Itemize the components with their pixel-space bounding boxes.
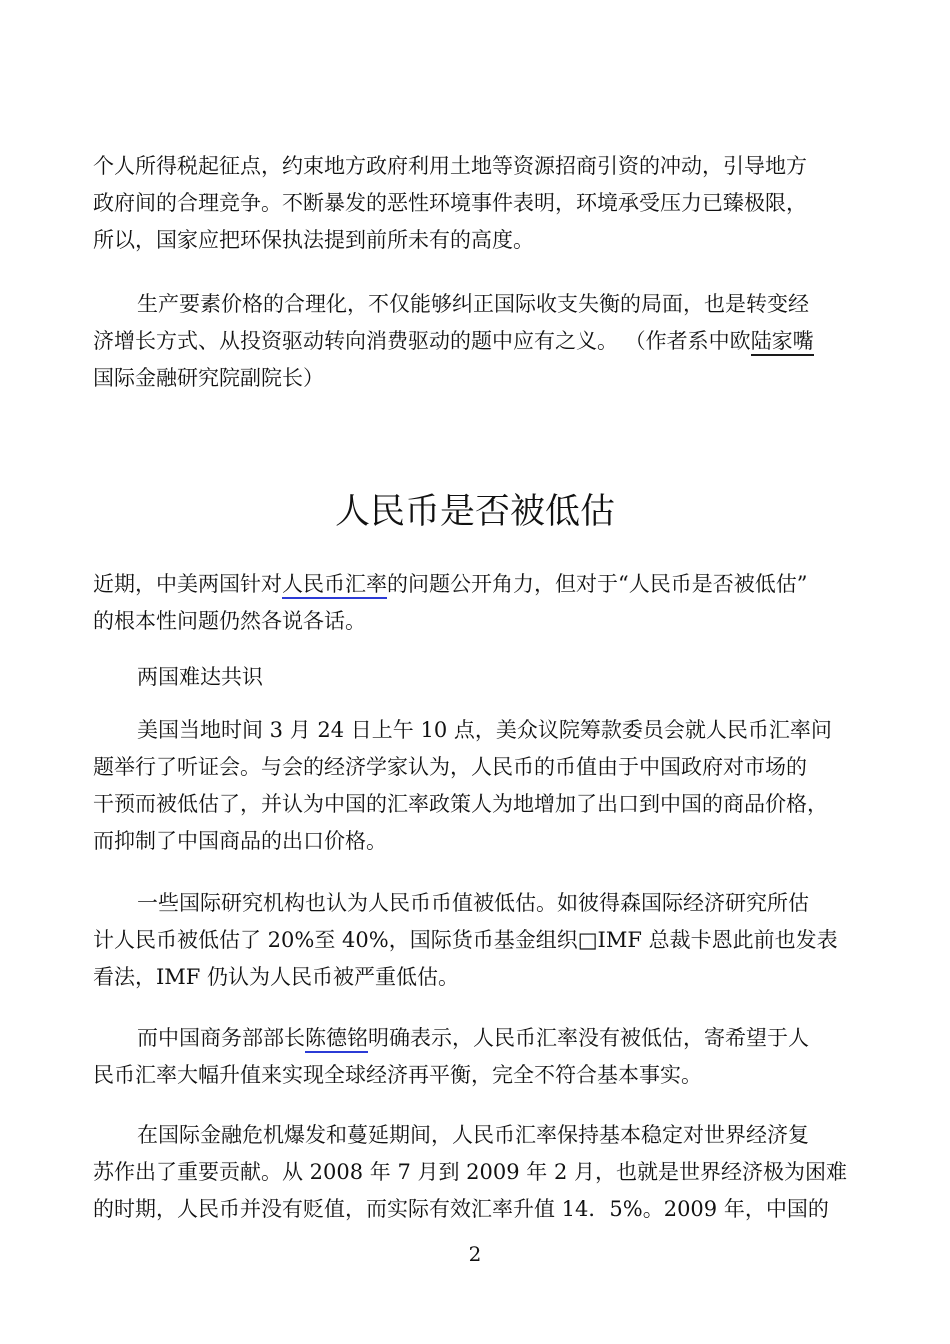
text-line: 一些国际研究机构也认为人民币币值被低估。如彼得森国际经济研究所估	[137, 891, 809, 915]
text-line	[93, 566, 863, 603]
text-line: 民币汇率大幅升值来实现全球经济再平衡，完全不符合基本事实。	[93, 1063, 702, 1087]
link-rmb-exchange-rate[interactable]: 人民币汇率	[282, 572, 387, 599]
paragraph-factor-prices	[93, 286, 863, 397]
text-line: 苏作出了重要贡献。从 2008 年 7 月到 2009 年 2 月，也就是世界经济极为困难	[93, 1160, 848, 1184]
text-line: 而抑制了中国商品的出口价格。	[93, 829, 387, 853]
text-line	[93, 1020, 863, 1057]
text-line: 生产要素价格的合理化，不仅能够纠正国际收支失衡的局面，也是转变经	[137, 292, 809, 316]
paragraph-intro	[93, 566, 863, 640]
text-segment: 济增长方式、从投资驱动转向消费驱动的题中应有之义。 （作者系中欧	[93, 329, 751, 353]
paragraph-mofcom	[93, 1020, 863, 1094]
page-number: 2	[468, 1242, 482, 1266]
text-line: 题举行了听证会。与会的经济学家认为，人民币的币值由于中国政府对市场的	[93, 755, 807, 779]
text-line: 国际金融研究院副院长）	[93, 366, 324, 390]
text-line: 美国当地时间 3 月 24 日上午 10 点，美众议院筹款委员会就人民币汇率问	[137, 718, 832, 742]
paragraph-crisis	[93, 1117, 863, 1228]
link-lujiazui[interactable]: 陆家嘴	[751, 329, 814, 356]
text-line	[93, 323, 863, 360]
paragraph-hearing	[93, 712, 863, 860]
text-line: 政府间的合理竞争。不断暴发的恶性环境事件表明，环境承受压力已臻极限，	[93, 191, 807, 215]
text-line: 计人民币被低估了 20%至 40%，国际货币基金组织□IMF 总裁卡恩此前也发表	[93, 928, 838, 952]
subheading	[93, 659, 863, 696]
paragraph-institutions	[93, 885, 863, 996]
text-line: 的时期，人民币并没有贬值，而实际有效汇率升值 14．5%。2009 年，中国的	[93, 1197, 829, 1221]
text-segment: 近期，中美两国针对	[93, 572, 282, 596]
text-line: 所以，国家应把环保执法提到前所未有的高度。	[93, 228, 534, 252]
text-segment: 而中国商务部部长	[137, 1026, 305, 1050]
text-line: 个人所得税起征点，约束地方政府利用土地等资源招商引资的冲动，引导地方	[93, 154, 807, 178]
subheading-text: 两国难达共识	[137, 665, 263, 689]
text-line: 看法，IMF 仍认为人民币被严重低估。	[93, 965, 460, 989]
link-chen-deming[interactable]: 陈德铭	[305, 1026, 368, 1053]
text-segment: 的问题公开角力，但对于“人民币是否被低估”	[387, 572, 808, 596]
text-line: 干预而被低估了，并认为中国的汇率政策人为地增加了出口到中国的商品价格，	[93, 792, 828, 816]
text-line: 的根本性问题仍然各说各话。	[93, 609, 366, 633]
paragraph-tax-environment	[93, 148, 863, 259]
text-line: 在国际金融危机爆发和蔓延期间，人民币汇率保持基本稳定对世界经济复	[137, 1123, 809, 1147]
article-title: 人民币是否被低估	[334, 492, 615, 532]
text-segment: 明确表示，人民币汇率没有被低估，寄希望于人	[368, 1026, 809, 1050]
